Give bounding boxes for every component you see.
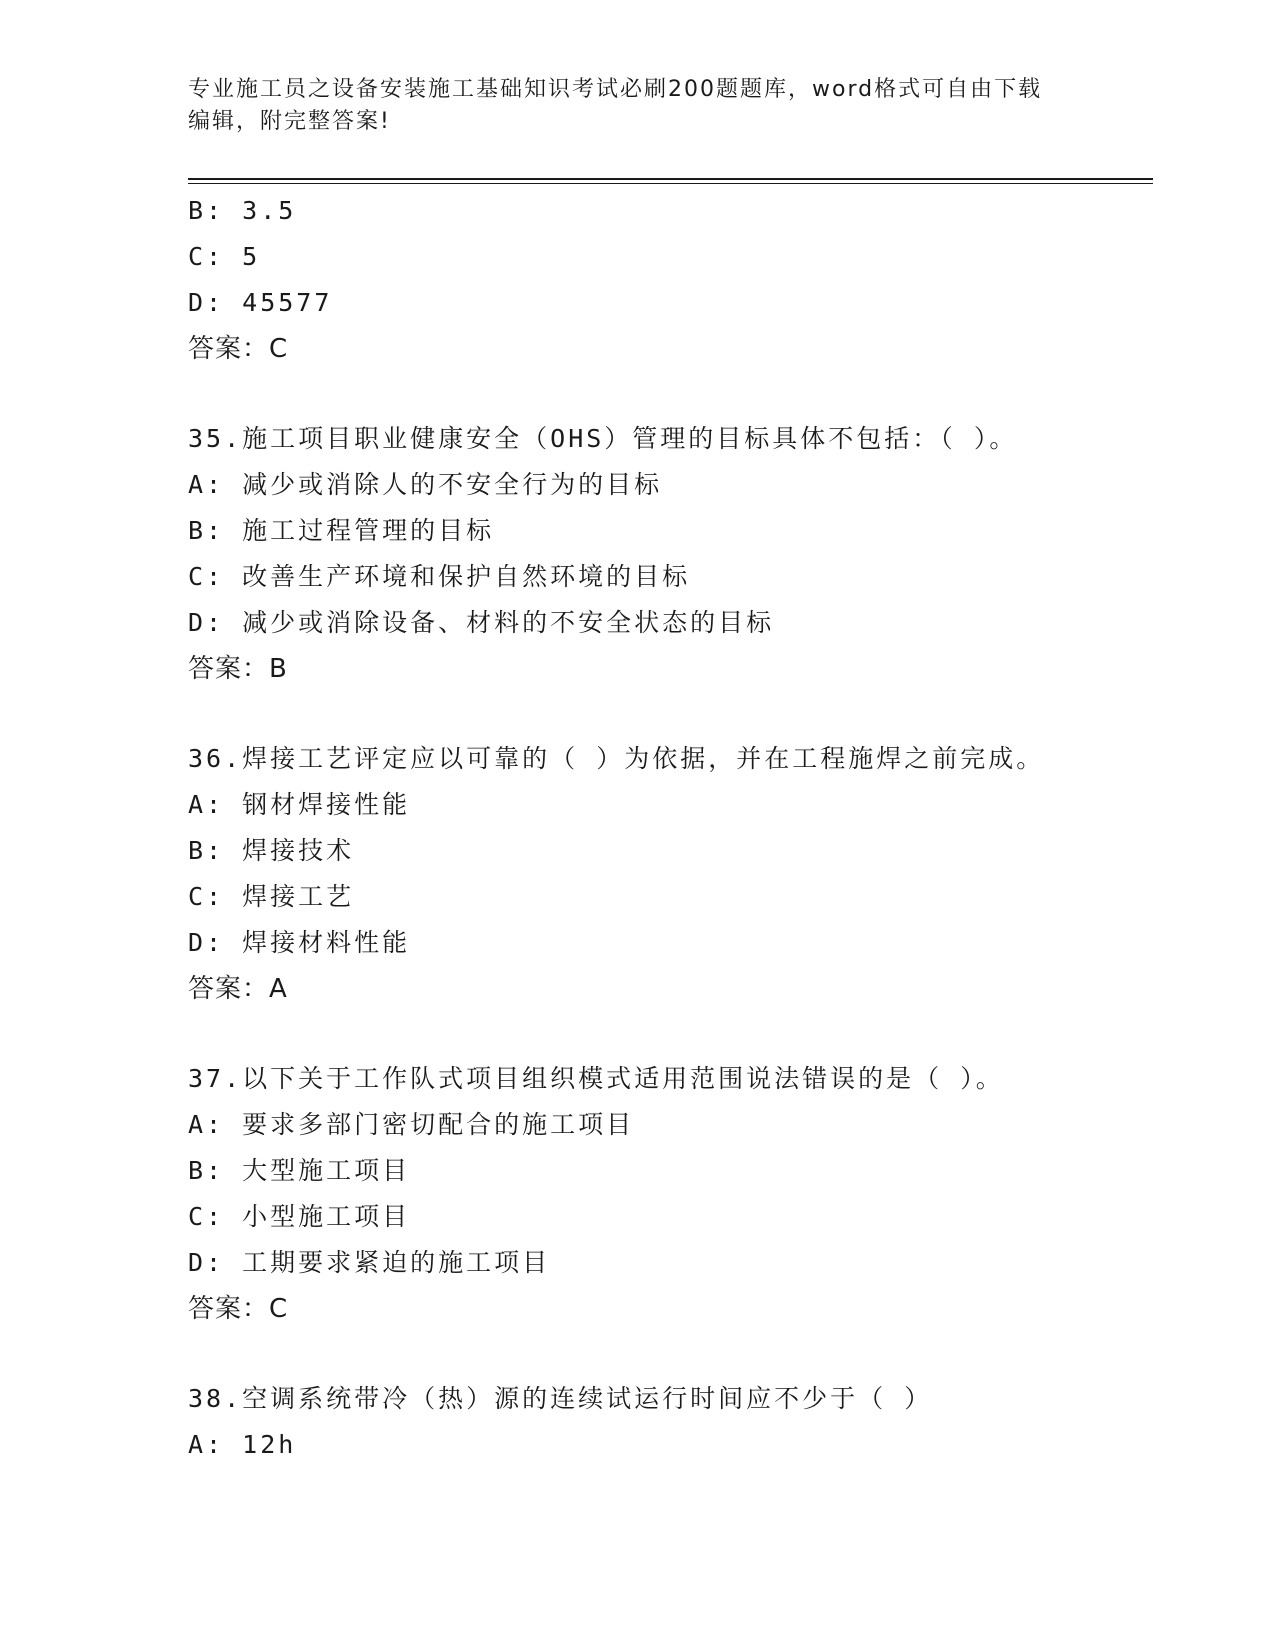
question-stem: 35.施工项目职业健康安全（OHS）管理的目标具体不包括：（ ）。 [188, 424, 1018, 453]
header-divider-thin [188, 183, 1153, 184]
option-c: C: 小型施工项目 [188, 1202, 411, 1231]
question-36 [188, 736, 1148, 1012]
option-a: A: 要求多部门密切配合的施工项目 [188, 1110, 635, 1139]
option-b: B: 3.5 [188, 196, 297, 225]
option-d: D: 减少或消除设备、材料的不安全状态的目标 [188, 608, 775, 637]
option-c: C: 改善生产环境和保护自然环境的目标 [188, 562, 691, 591]
question-list [188, 188, 1148, 1468]
answer-line: 答案：C [188, 334, 289, 364]
option-c: C: 5 [188, 242, 261, 271]
document-header [188, 74, 1068, 138]
question-38 [188, 1376, 1148, 1468]
option-d: D: 45577 [188, 288, 333, 317]
option-b: B: 焊接技术 [188, 836, 355, 865]
question-stem: 36.焊接工艺评定应以可靠的（ ）为依据，并在工程施焊之前完成。 [188, 744, 1045, 773]
option-b: B: 大型施工项目 [188, 1156, 411, 1185]
question-37 [188, 1056, 1148, 1332]
question-35 [188, 416, 1148, 692]
header-divider-thick [188, 178, 1153, 180]
option-d: D: 工期要求紧迫的施工项目 [188, 1248, 551, 1277]
option-a: A: 12h [188, 1430, 297, 1459]
option-a: A: 钢材焊接性能 [188, 790, 411, 819]
answer-line: 答案：A [188, 974, 288, 1004]
question-stem: 38.空调系统带冷（热）源的连续试运行时间应不少于（ ） [188, 1384, 933, 1413]
option-a: A: 减少或消除人的不安全行为的目标 [188, 470, 663, 499]
header-title-line1: 专业施工员之设备安装施工基础知识考试必刷200题题库，word格式可自由下载 [188, 77, 1043, 102]
option-d: D: 焊接材料性能 [188, 928, 411, 957]
answer-line: 答案：C [188, 1294, 289, 1324]
option-b: B: 施工过程管理的目标 [188, 516, 495, 545]
option-c: C: 焊接工艺 [188, 882, 355, 911]
question-34-tail [188, 188, 1148, 372]
answer-line: 答案：B [188, 654, 288, 684]
header-title-line2: 编辑，附完整答案! [188, 109, 391, 134]
question-stem: 37.以下关于工作队式项目组织模式适用范围说法错误的是（ ）。 [188, 1064, 1004, 1093]
